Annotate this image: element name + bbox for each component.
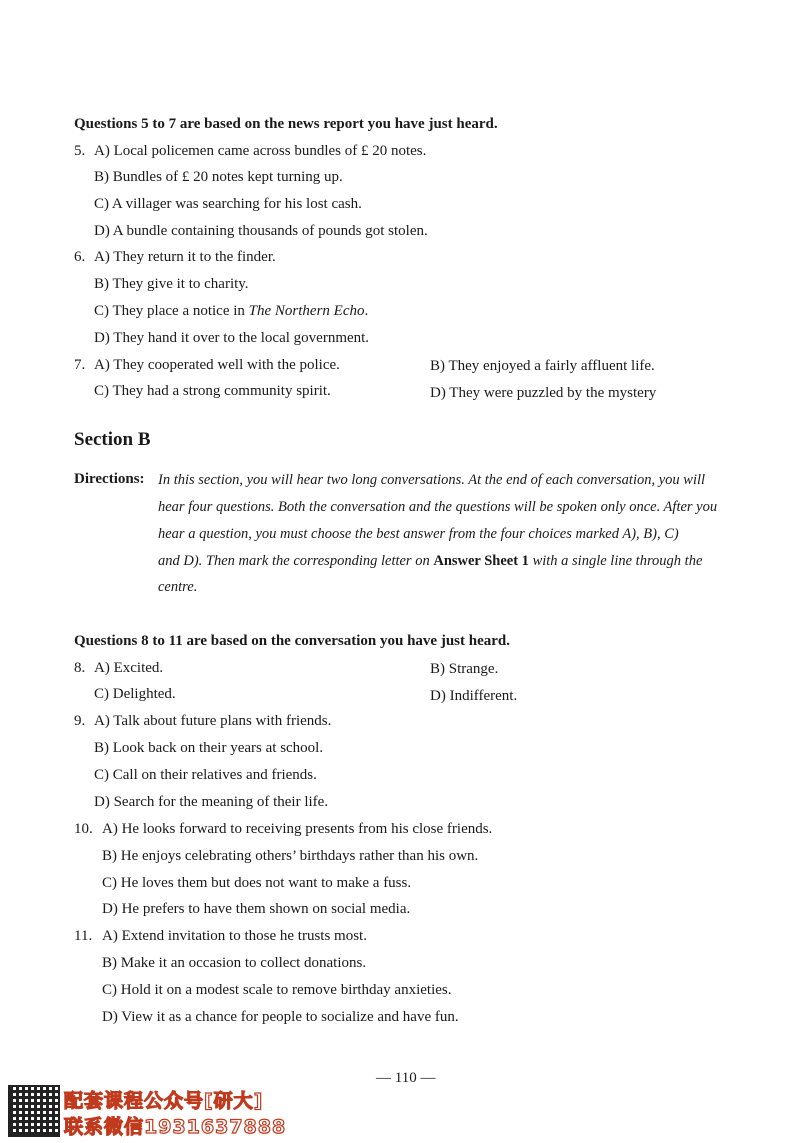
watermark-line-2: 联系微信1931637888: [64, 1116, 287, 1138]
directions-line-1: In this section, you will hear two long conversations. At the end of each conversation, you will: [158, 472, 706, 488]
directions-line-2: hear four questions. Both the conversation and the questions will be spoken only once. After you: [158, 499, 718, 515]
page-number: — 110 —: [376, 1070, 436, 1086]
q5-number: 5.: [74, 143, 86, 159]
q7-option-c: C) They had a strong community spirit.: [94, 383, 331, 399]
q8-option-d: D) Indifferent.: [430, 688, 518, 704]
q10-option-b: B) He enjoys celebrating others’ birthdays rather than his own.: [102, 848, 479, 864]
q8-option-a: A) Excited.: [94, 660, 164, 676]
directions-line-4-text: and D). Then mark the corresponding letter on: [158, 553, 434, 569]
q11-option-b: B) Make it an occasion to collect donations.: [102, 955, 367, 971]
q7-option-a: A) They cooperated well with the police.: [94, 357, 340, 373]
q9-option-c: C) Call on their relatives and friends.: [94, 767, 317, 783]
directions-line-4-end: with a single line through the: [528, 553, 703, 569]
directions-label: Directions:: [74, 471, 145, 487]
q11-option-a: A) Extend invitation to those he trusts most.: [102, 928, 367, 944]
q6-option-c: [94, 303, 368, 320]
q5-option-a: A) Local policemen came across bundles of £ 20 notes.: [94, 143, 427, 159]
q10-option-a: A) He looks forward to receiving presents from his close friends.: [102, 821, 493, 837]
q7-number: 7.: [74, 357, 86, 373]
q7-option-b: B) They enjoyed a fairly affluent life.: [430, 358, 655, 374]
q6-option-c-text: C) They place a notice in: [94, 303, 249, 319]
q7-option-d: D) They were puzzled by the mystery: [430, 385, 657, 401]
q5-option-c: C) A villager was searching for his lost cash.: [94, 196, 362, 212]
q9-option-b: B) Look back on their years at school.: [94, 740, 324, 756]
q8-number: 8.: [74, 660, 86, 676]
section-b-title: Section B: [74, 429, 151, 450]
q6-option-d: D) They hand it over to the local government.: [94, 330, 370, 346]
q8-option-b: B) Strange.: [430, 661, 499, 677]
q9-option-d: D) Search for the meaning of their life.: [94, 794, 329, 810]
directions-line-4: [158, 553, 702, 570]
q10-option-c: C) He loves them but does not want to make a fuss.: [102, 875, 412, 891]
q5-option-b: B) Bundles of £ 20 notes kept turning up.: [94, 169, 343, 185]
questions-5-7-heading: Questions 5 to 7 are based on the news report you have just heard.: [74, 116, 498, 132]
questions-8-11-heading: Questions 8 to 11 are based on the conversation you have just heard.: [74, 633, 510, 649]
q6-number: 6.: [74, 249, 86, 265]
directions-line-5: centre.: [158, 579, 198, 595]
q6-option-b: B) They give it to charity.: [94, 276, 249, 292]
q9-number: 9.: [74, 713, 86, 729]
q5-option-d: D) A bundle containing thousands of pounds got stolen.: [94, 223, 428, 239]
q10-option-d: D) He prefers to have them shown on social media.: [102, 901, 411, 917]
q10-number: 10.: [74, 821, 93, 837]
q11-option-c: C) Hold it on a modest scale to remove birthday anxieties.: [102, 982, 452, 998]
q6-option-c-newspaper: The Northern Echo: [248, 303, 365, 319]
q6-option-c-period: .: [364, 303, 369, 319]
qr-code-icon: [8, 1085, 60, 1137]
q11-option-d: D) View it as a chance for people to socialize and have fun.: [102, 1009, 459, 1025]
q6-option-a: A) They return it to the finder.: [94, 249, 276, 265]
directions-line-3: hear a question, you must choose the best answer from the four choices marked A), B), C): [158, 526, 679, 542]
q8-option-c: C) Delighted.: [94, 686, 176, 702]
q9-option-a: A) Talk about future plans with friends.: [94, 713, 332, 729]
q11-number: 11.: [74, 928, 93, 944]
watermark-line-1: 配套课程公众号[研大]: [64, 1090, 264, 1112]
answer-sheet-label: Answer Sheet 1: [433, 553, 529, 569]
